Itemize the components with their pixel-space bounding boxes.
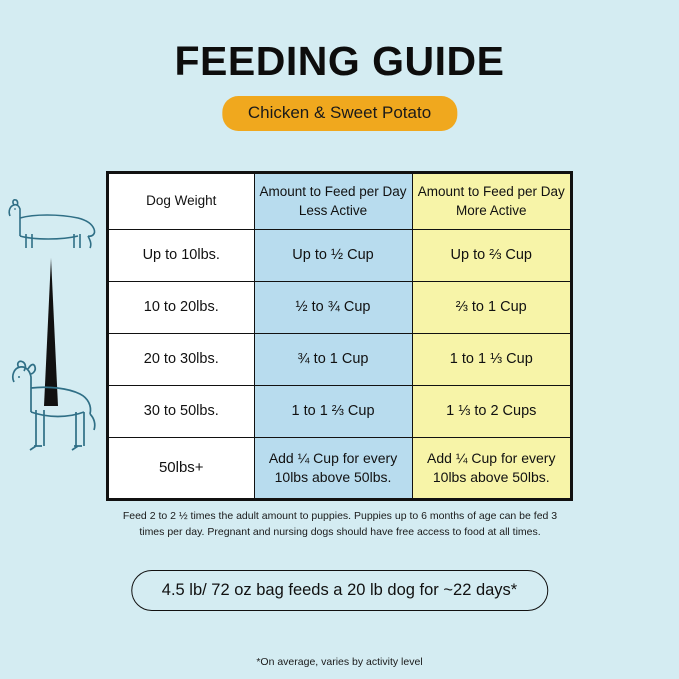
cell-dog-weight: Up to 10lbs. <box>109 230 255 282</box>
column-header-more-active-line1: Amount to Feed per Day <box>417 184 565 200</box>
cell-more-active <box>412 438 570 499</box>
great-dane-icon <box>6 360 98 470</box>
table-row <box>109 334 571 386</box>
cell-less-active: Up to ½ Cup <box>254 230 412 282</box>
puppy-feeding-note-line1: Feed 2 to 2 ½ times the adult amount to puppies. Puppies up to 6 months of age can be fed 3 <box>122 510 558 522</box>
cell-dog-weight: 50lbs+ <box>109 438 255 499</box>
cell-more-active-line1: Add ¼ Cup for every <box>427 450 556 467</box>
page-title: FEEDING GUIDE <box>174 38 505 84</box>
column-header-less-active-line1: Amount to Feed per Day <box>259 184 407 200</box>
column-header-more-active <box>412 174 570 230</box>
cell-less-active: ¾ to 1 Cup <box>254 334 412 386</box>
cell-more-active-line2: 10lbs above 50lbs. <box>432 469 550 485</box>
table-row <box>109 386 571 438</box>
cell-less-active <box>254 438 412 499</box>
dachshund-icon <box>4 196 100 256</box>
column-header-less-active-line2: Less Active <box>298 202 368 218</box>
bag-yield-callout: 4.5 lb/ 72 oz bag feeds a 20 lb dog for ~22 days* <box>131 570 548 611</box>
cell-more-active: Up to ⅔ Cup <box>412 230 570 282</box>
cell-more-active: ⅔ to 1 Cup <box>412 282 570 334</box>
cell-more-active: 1 ⅓ to 2 Cups <box>412 386 570 438</box>
column-header-dog-weight-label: Dog Weight <box>146 193 217 209</box>
cell-more-active: 1 to 1 ⅓ Cup <box>412 334 570 386</box>
column-header-dog-weight <box>109 174 255 230</box>
table-header-row <box>109 174 571 230</box>
cell-dog-weight: 30 to 50lbs. <box>109 386 255 438</box>
puppy-feeding-note <box>120 508 560 541</box>
cell-less-active: 1 to 1 ⅔ Cup <box>254 386 412 438</box>
cell-less-active-line2: 10lbs above 50lbs. <box>274 469 392 485</box>
cell-less-active-line1: Add ¼ Cup for every <box>268 450 398 467</box>
disclaimer-note: *On average, varies by activity level <box>256 656 423 668</box>
feeding-table <box>106 171 573 501</box>
table-row <box>109 438 571 499</box>
cell-less-active: ½ to ¾ Cup <box>254 282 412 334</box>
table-row <box>109 230 571 282</box>
flavor-badge: Chicken & Sweet Potato <box>222 96 457 131</box>
cell-dog-weight: 20 to 30lbs. <box>109 334 255 386</box>
cell-dog-weight: 10 to 20lbs. <box>109 282 255 334</box>
column-header-less-active <box>254 174 412 230</box>
table-row <box>109 282 571 334</box>
column-header-more-active-line2: More Active <box>455 202 527 218</box>
puppy-feeding-note-line2: times per day. Pregnant and nursing dogs should have free access to food at all times. <box>139 526 541 539</box>
